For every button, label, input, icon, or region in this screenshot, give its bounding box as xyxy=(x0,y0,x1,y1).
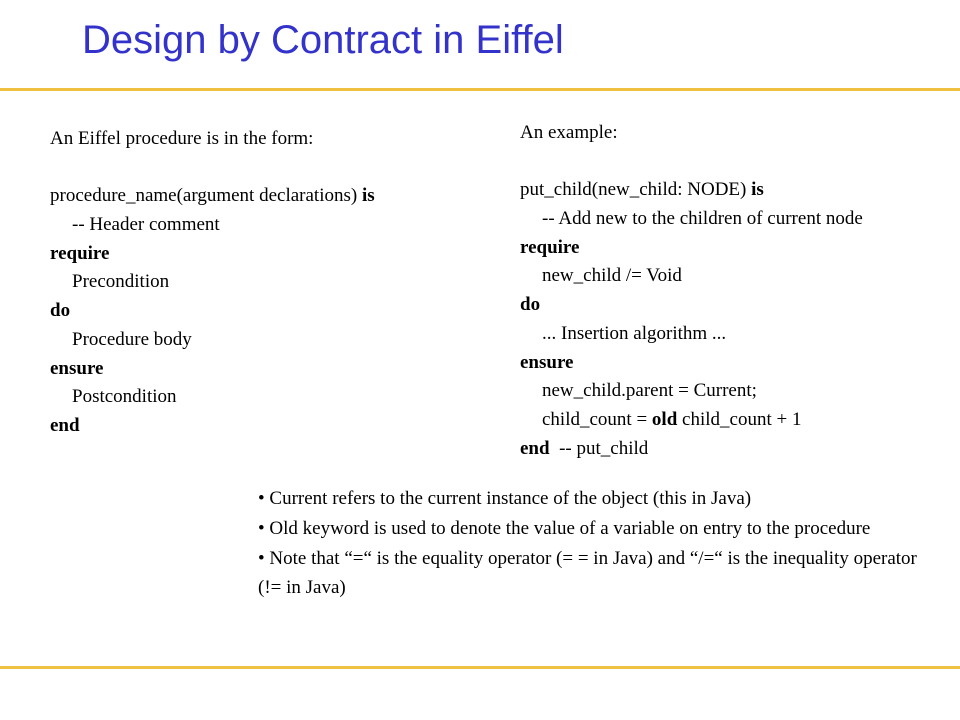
right-comment: -- Add new to the children of current node xyxy=(542,208,863,230)
left-postcondition: Postcondition xyxy=(72,386,177,408)
right-postcondition-1: new_child.parent = Current; xyxy=(542,380,757,402)
right-end-line xyxy=(520,435,863,464)
left-precondition: Precondition xyxy=(72,271,170,293)
right-signature-line xyxy=(520,176,863,205)
top-divider xyxy=(0,88,960,91)
example-block xyxy=(520,119,863,463)
right-do-keyword: do xyxy=(520,294,541,316)
right-require-keyword: require xyxy=(520,236,580,258)
left-require-keyword: require xyxy=(50,242,110,264)
right-precondition: new_child /= Void xyxy=(542,265,682,287)
left-signature-line xyxy=(50,182,375,211)
right-postcondition-2 xyxy=(520,406,863,435)
left-ensure-keyword: ensure xyxy=(50,357,104,379)
note-operators: • Note that “=“ is the equality operator (= = in Java) and “/=“ is the inequality operator (!= in Java) xyxy=(258,548,917,598)
right-end-comment: -- put_child xyxy=(559,437,649,459)
bottom-divider xyxy=(0,666,960,669)
post2-end: child_count + 1 xyxy=(682,408,802,430)
left-do-keyword: do xyxy=(50,300,71,322)
left-spacer xyxy=(50,154,375,183)
left-intro: An Eiffel procedure is in the form: xyxy=(50,128,314,149)
right-intro: An example: xyxy=(520,122,618,143)
left-body: Procedure body xyxy=(72,328,192,350)
left-end-keyword: end xyxy=(50,414,80,436)
slide-title: Design by Contract in Eiffel xyxy=(82,18,564,62)
right-signature: put_child(new_child: NODE) xyxy=(520,179,747,201)
procedure-form-block xyxy=(50,125,375,441)
note-current: • Current refers to the current instance of the object (this in Java) xyxy=(258,488,752,509)
old-keyword: old xyxy=(651,408,678,430)
left-header-comment: -- Header comment xyxy=(72,214,220,236)
right-body: ... Insertion algorithm ... xyxy=(542,322,727,344)
right-ensure-keyword: ensure xyxy=(520,351,574,373)
right-end-keyword: end xyxy=(520,437,550,459)
notes-list xyxy=(258,484,918,603)
post2-start: child_count = xyxy=(542,408,648,430)
right-is-keyword: is xyxy=(751,179,764,201)
note-old: • Old keyword is used to denote the value of a variable on entry to the procedure xyxy=(258,518,871,539)
left-is-keyword: is xyxy=(361,185,375,207)
left-signature: procedure_name(argument declarations) xyxy=(50,185,358,207)
right-spacer xyxy=(520,148,863,177)
